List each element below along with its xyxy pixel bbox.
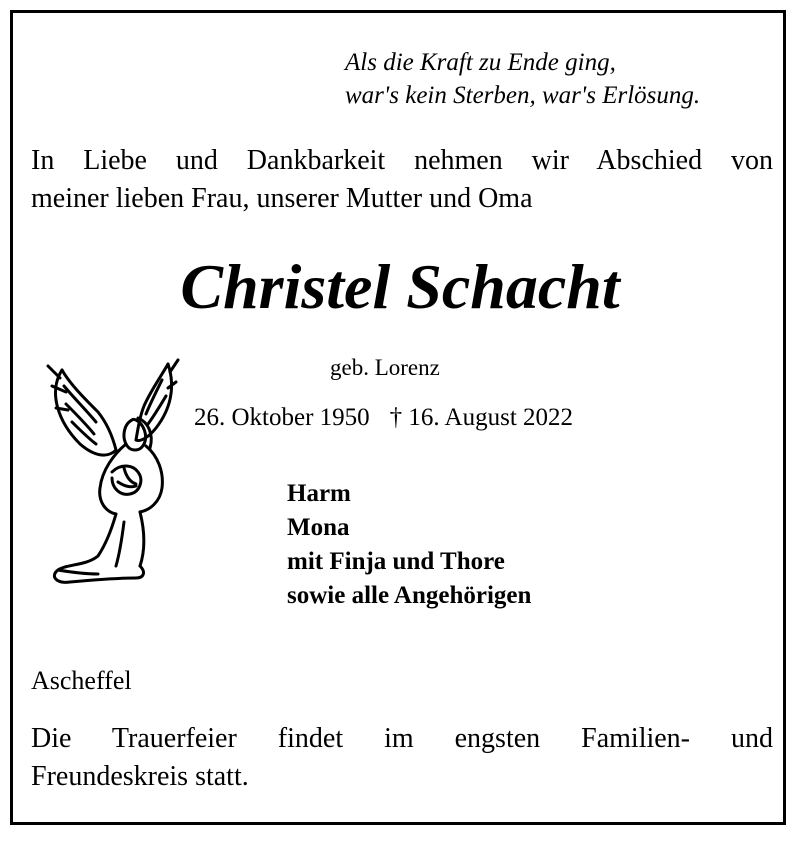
intro-line-1: In Liebe und Dankbarkeit nehmen wir Abschied von xyxy=(31,145,773,176)
motto xyxy=(345,46,775,112)
intro-line-2: meiner lieben Frau, unserer Mutter und Oma xyxy=(31,183,533,214)
mourner-line: Harm xyxy=(287,480,351,507)
birth-date: 26. Oktober 1950 xyxy=(194,404,370,431)
intro-text xyxy=(31,142,773,218)
motto-line-1: Als die Kraft zu Ende ging, xyxy=(345,49,616,76)
notice-line-1: Die Trauerfeier findet im engsten Familien- und xyxy=(31,723,773,754)
mourner-line: Mona xyxy=(287,514,350,541)
birth-name: geb. Lorenz xyxy=(330,355,440,380)
life-dates xyxy=(194,401,573,435)
notice-line-2: Freundeskreis statt. xyxy=(31,761,249,792)
deceased-name: Christel Schacht xyxy=(180,251,620,322)
mourner-line: mit Finja und Thore xyxy=(287,548,505,575)
death-date: † 16. August 2022 xyxy=(389,404,574,431)
motto-line-2: war's kein Sterben, war's Erlösung. xyxy=(345,82,701,109)
place: Ascheffel xyxy=(31,666,132,695)
mourner-line: sowie alle Angehörigen xyxy=(287,582,532,609)
funeral-notice xyxy=(31,720,773,796)
mourners-list xyxy=(287,477,531,613)
angel-icon xyxy=(40,352,180,592)
